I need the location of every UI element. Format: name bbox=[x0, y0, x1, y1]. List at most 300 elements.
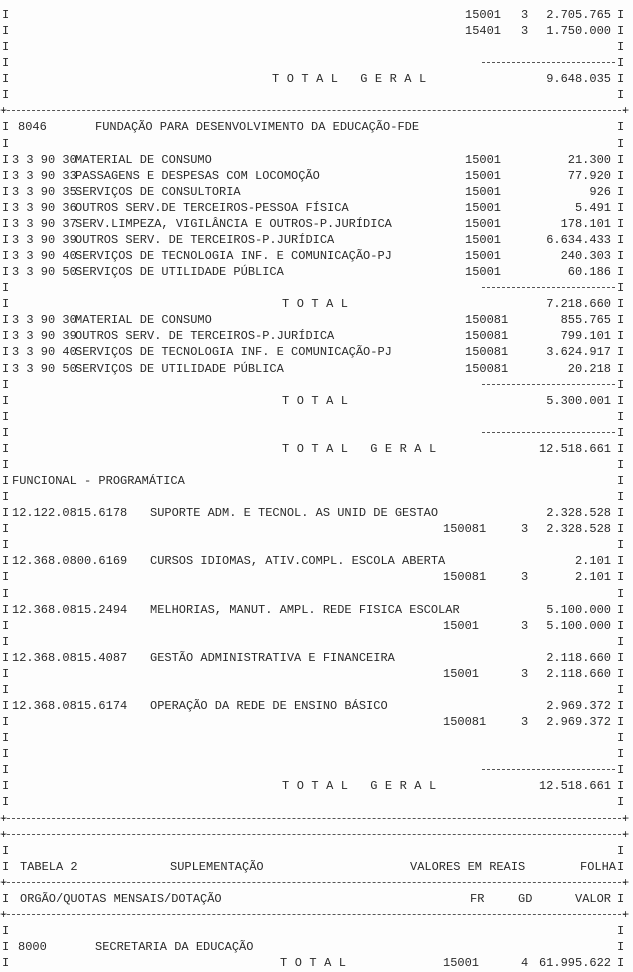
right-border-mark: I bbox=[617, 8, 625, 22]
expense-description: MATERIAL DE CONSUMO bbox=[75, 313, 212, 328]
document-row bbox=[0, 553, 633, 569]
right-border-mark: I bbox=[617, 554, 625, 569]
source-code: 15401 bbox=[465, 24, 502, 39]
amount: 2.969.372 bbox=[546, 715, 611, 730]
expense-group: 4 bbox=[521, 956, 529, 971]
source-code: 15001 bbox=[465, 184, 502, 199]
left-border-mark: I bbox=[2, 474, 10, 489]
left-border-mark: I bbox=[2, 602, 10, 617]
organ-name: SECRETARIA DA EDUCAÇÃO bbox=[95, 940, 254, 955]
document-row bbox=[0, 762, 633, 778]
right-border-mark: I bbox=[617, 859, 625, 874]
expense-group: 3 bbox=[521, 570, 529, 585]
left-border-mark: I bbox=[2, 393, 10, 408]
document-row bbox=[0, 152, 633, 168]
right-border-mark: I bbox=[617, 361, 625, 376]
left-border-mark: I bbox=[2, 409, 10, 424]
expense-description: OUTROS SERV. DE TERCEIROS-P.JURÍDICA bbox=[75, 329, 335, 344]
amount: 5.491 bbox=[574, 200, 611, 215]
right-border-mark: I bbox=[617, 409, 625, 424]
source-code: 15001 bbox=[443, 956, 480, 971]
left-border-mark: I bbox=[2, 747, 10, 762]
left-border-mark: I bbox=[2, 715, 10, 730]
source-code: 15001 bbox=[465, 200, 502, 215]
document-row bbox=[0, 682, 633, 698]
total-label: TOTAL bbox=[282, 297, 356, 312]
right-border-mark: I bbox=[617, 602, 625, 617]
expense-group: 3 bbox=[521, 715, 529, 730]
right-border-mark: I bbox=[617, 457, 625, 472]
left-border-mark: I bbox=[2, 152, 10, 167]
expense-description: SERVIÇOS DE TECNOLOGIA INF. E COMUNICAÇÃO-PJ bbox=[75, 345, 392, 360]
expense-group: 3 bbox=[521, 666, 529, 681]
right-border-mark: I bbox=[617, 345, 625, 360]
amount: 2.118.660 bbox=[546, 650, 611, 665]
table-type: SUPLEMENTAÇÃO bbox=[170, 859, 264, 874]
corner-mark: + bbox=[622, 875, 630, 890]
document-row bbox=[0, 457, 633, 473]
program-description: OPERAÇÃO DA REDE DE ENSINO BÁSICO bbox=[150, 699, 388, 713]
source-code: 15001 bbox=[465, 168, 502, 183]
total-amount: 5.300.001 bbox=[546, 393, 611, 408]
left-border-mark: I bbox=[2, 120, 10, 135]
right-border-mark: I bbox=[617, 779, 625, 794]
amount: 855.765 bbox=[560, 313, 611, 328]
separator-line bbox=[0, 811, 633, 827]
corner-mark: + bbox=[0, 811, 8, 826]
document-row bbox=[0, 569, 633, 585]
subtotal-rule bbox=[482, 432, 615, 433]
left-border-mark: I bbox=[2, 859, 10, 874]
left-border-mark: I bbox=[2, 570, 10, 585]
expense-description: SERVIÇOS DE UTILIDADE PÚBLICA bbox=[75, 361, 284, 376]
expense-group: 3 bbox=[521, 618, 529, 633]
separator-line bbox=[0, 103, 633, 119]
right-border-mark: I bbox=[617, 715, 625, 730]
document-row bbox=[0, 505, 633, 521]
right-border-mark: I bbox=[617, 265, 625, 280]
document-row bbox=[0, 377, 633, 393]
right-border-mark: I bbox=[617, 586, 625, 601]
document-row bbox=[0, 409, 633, 425]
amount: 2.328.528 bbox=[546, 522, 611, 537]
left-border-mark: I bbox=[2, 940, 10, 955]
right-border-mark: I bbox=[617, 891, 625, 906]
amount: 799.101 bbox=[560, 329, 611, 344]
document-row bbox=[0, 859, 633, 875]
left-border-mark: I bbox=[2, 554, 10, 569]
amount: 2.101 bbox=[574, 570, 611, 585]
right-border-mark: I bbox=[617, 377, 625, 392]
column-header-gd: GD bbox=[518, 891, 533, 906]
document-row bbox=[0, 71, 633, 87]
expense-code: 3 3 90 30 bbox=[12, 313, 77, 328]
left-border-mark: I bbox=[2, 923, 10, 938]
right-border-mark: I bbox=[617, 522, 625, 537]
subtotal-rule bbox=[482, 384, 615, 385]
document-row bbox=[0, 955, 633, 971]
divider-line bbox=[2, 818, 626, 819]
source-code: 150081 bbox=[465, 361, 509, 376]
total-label: TOTAL bbox=[282, 393, 356, 408]
left-border-mark: I bbox=[2, 779, 10, 794]
document-row bbox=[0, 393, 633, 409]
column-header-value: VALOR bbox=[575, 891, 612, 906]
right-border-mark: I bbox=[617, 184, 625, 199]
left-border-mark: I bbox=[2, 682, 10, 697]
document-row bbox=[0, 136, 633, 152]
source-code: 15001 bbox=[465, 216, 502, 231]
expense-code: 3 3 90 50 bbox=[12, 361, 77, 376]
left-border-mark: I bbox=[2, 795, 10, 810]
amount: 20.218 bbox=[567, 361, 611, 376]
source-code: 150081 bbox=[465, 345, 509, 360]
expense-group: 3 bbox=[521, 24, 529, 39]
left-border-mark: I bbox=[2, 168, 10, 183]
left-border-mark: I bbox=[2, 232, 10, 247]
subtotal-rule bbox=[482, 769, 615, 770]
left-border-mark: I bbox=[2, 249, 10, 264]
left-border-mark: I bbox=[2, 586, 10, 601]
document-row bbox=[0, 714, 633, 730]
amount: 2.705.765 bbox=[546, 8, 611, 22]
document-row bbox=[0, 634, 633, 650]
expense-description: SERVIÇOS DE TECNOLOGIA INF. E COMUNICAÇÃO-PJ bbox=[75, 249, 392, 264]
expense-code: 3 3 90 40 bbox=[12, 249, 77, 264]
source-code: 15001 bbox=[465, 265, 502, 280]
amount: 240.303 bbox=[560, 249, 611, 264]
amount: 1.750.000 bbox=[546, 24, 611, 39]
right-border-mark: I bbox=[617, 699, 625, 713]
document-row bbox=[0, 23, 633, 39]
amount: 2.118.660 bbox=[546, 666, 611, 681]
amount: 5.100.000 bbox=[546, 618, 611, 633]
source-code: 15001 bbox=[465, 152, 502, 167]
left-border-mark: I bbox=[2, 763, 10, 778]
amount: 2.969.372 bbox=[546, 699, 611, 713]
source-code: 15001 bbox=[465, 8, 502, 22]
right-border-mark: I bbox=[617, 249, 625, 264]
right-border-mark: I bbox=[617, 200, 625, 215]
right-border-mark: I bbox=[617, 634, 625, 649]
right-border-mark: I bbox=[617, 152, 625, 167]
corner-mark: + bbox=[622, 811, 630, 826]
left-border-mark: I bbox=[2, 265, 10, 280]
source-code: 150081 bbox=[443, 570, 487, 585]
amount: 60.186 bbox=[567, 265, 611, 280]
column-header-fr: FR bbox=[470, 891, 485, 906]
separator-line bbox=[0, 827, 633, 843]
program-description: MELHORIAS, MANUT. AMPL. REDE FISICA ESCOLAR bbox=[150, 602, 460, 617]
amount: 21.300 bbox=[567, 152, 611, 167]
document-row bbox=[0, 264, 633, 280]
left-border-mark: I bbox=[2, 457, 10, 472]
organ-name: FUNDAÇÃO PARA DESENVOLVIMENTO DA EDUCAÇÃO-FDE bbox=[95, 120, 420, 135]
source-code: 15001 bbox=[443, 618, 480, 633]
corner-mark: + bbox=[622, 907, 630, 922]
left-border-mark: I bbox=[2, 24, 10, 39]
document-row bbox=[0, 441, 633, 457]
left-border-mark: I bbox=[2, 843, 10, 858]
document-row bbox=[0, 296, 633, 312]
left-border-mark: I bbox=[2, 377, 10, 392]
expense-code: 3 3 90 35 bbox=[12, 184, 77, 199]
expense-description: OUTROS SERV.DE TERCEIROS-PESSOA FÍSICA bbox=[75, 200, 349, 215]
right-border-mark: I bbox=[617, 329, 625, 344]
divider-line bbox=[2, 110, 626, 111]
right-border-mark: I bbox=[617, 538, 625, 553]
total-amount: 12.518.661 bbox=[538, 441, 611, 456]
document-row bbox=[0, 602, 633, 618]
right-border-mark: I bbox=[617, 940, 625, 955]
left-border-mark: I bbox=[2, 297, 10, 312]
document-row bbox=[0, 168, 633, 184]
organ-code: 8000 bbox=[18, 940, 47, 955]
corner-mark: + bbox=[0, 104, 8, 119]
expense-code: 3 3 90 39 bbox=[12, 329, 77, 344]
total-label: TOTAL GERAL bbox=[282, 779, 444, 794]
expense-group: 3 bbox=[521, 8, 529, 22]
document-row bbox=[0, 248, 633, 264]
document-row bbox=[0, 891, 633, 907]
left-border-mark: I bbox=[2, 538, 10, 553]
right-border-mark: I bbox=[617, 763, 625, 778]
right-border-mark: I bbox=[617, 923, 625, 938]
left-border-mark: I bbox=[2, 699, 10, 713]
corner-mark: + bbox=[622, 827, 630, 842]
total-label: TOTAL bbox=[280, 956, 354, 971]
expense-code: 3 3 90 36 bbox=[12, 200, 77, 215]
expense-description: SERVIÇOS DE CONSULTORIA bbox=[75, 184, 241, 199]
currency-unit: VALORES EM REAIS bbox=[410, 859, 526, 874]
right-border-mark: I bbox=[617, 666, 625, 681]
corner-mark: + bbox=[0, 827, 8, 842]
program-description: GESTÃO ADMINISTRATIVA E FINANCEIRA bbox=[150, 650, 395, 665]
document-row bbox=[0, 794, 633, 810]
right-border-mark: I bbox=[617, 843, 625, 858]
source-code: 150081 bbox=[465, 313, 509, 328]
left-border-mark: I bbox=[2, 40, 10, 55]
expense-description: PASSAGENS E DESPESAS COM LOCOMOÇÃO bbox=[75, 168, 320, 183]
program-code: 12.368.0815.4087 bbox=[12, 650, 128, 665]
document-row bbox=[0, 923, 633, 939]
right-border-mark: I bbox=[617, 24, 625, 39]
left-border-mark: I bbox=[2, 441, 10, 456]
expense-code: 3 3 90 50 bbox=[12, 265, 77, 280]
expense-code: 3 3 90 37 bbox=[12, 216, 77, 231]
corner-mark: + bbox=[622, 104, 630, 119]
divider-line bbox=[2, 882, 626, 883]
right-border-mark: I bbox=[617, 88, 625, 103]
program-code: 12.368.0815.6174 bbox=[12, 699, 128, 713]
document-row bbox=[0, 650, 633, 666]
right-border-mark: I bbox=[617, 232, 625, 247]
total-amount: 61.995.622 bbox=[538, 956, 611, 971]
divider-line bbox=[2, 834, 626, 835]
source-code: 15001 bbox=[465, 249, 502, 264]
total-amount: 12.518.661 bbox=[538, 779, 611, 794]
expense-group: 3 bbox=[521, 522, 529, 537]
left-border-mark: I bbox=[2, 634, 10, 649]
right-border-mark: I bbox=[617, 216, 625, 231]
document-row bbox=[0, 184, 633, 200]
left-border-mark: I bbox=[2, 329, 10, 344]
document-row bbox=[0, 730, 633, 746]
document-row bbox=[0, 200, 633, 216]
right-border-mark: I bbox=[617, 393, 625, 408]
right-border-mark: I bbox=[617, 795, 625, 810]
right-border-mark: I bbox=[617, 72, 625, 87]
expense-description: SERV.LIMPEZA, VIGILÂNCIA E OUTROS-P.JURÍDICA bbox=[75, 216, 392, 231]
left-border-mark: I bbox=[2, 361, 10, 376]
document-row bbox=[0, 119, 633, 135]
document-row bbox=[0, 87, 633, 103]
document-row bbox=[0, 521, 633, 537]
left-border-mark: I bbox=[2, 490, 10, 505]
right-border-mark: I bbox=[617, 313, 625, 328]
source-code: 150081 bbox=[443, 522, 487, 537]
right-border-mark: I bbox=[617, 425, 625, 440]
right-border-mark: I bbox=[617, 56, 625, 71]
source-code: 15001 bbox=[465, 232, 502, 247]
left-border-mark: I bbox=[2, 8, 10, 22]
right-border-mark: I bbox=[617, 474, 625, 489]
document-row bbox=[0, 666, 633, 682]
right-border-mark: I bbox=[617, 441, 625, 456]
left-border-mark: I bbox=[2, 216, 10, 231]
right-border-mark: I bbox=[617, 40, 625, 55]
corner-mark: + bbox=[0, 907, 8, 922]
left-border-mark: I bbox=[2, 313, 10, 328]
right-border-mark: I bbox=[617, 120, 625, 135]
program-code: 12.368.0815.2494 bbox=[12, 602, 128, 617]
right-border-mark: I bbox=[617, 650, 625, 665]
document-row bbox=[0, 473, 633, 489]
left-border-mark: I bbox=[2, 731, 10, 746]
document-row bbox=[0, 746, 633, 762]
program-description: CURSOS IDIOMAS, ATIV.COMPL. ESCOLA ABERTA bbox=[150, 554, 446, 569]
source-code: 15001 bbox=[443, 666, 480, 681]
program-code: 12.368.0800.6169 bbox=[12, 554, 128, 569]
program-code: 12.122.0815.6178 bbox=[12, 506, 128, 521]
left-border-mark: I bbox=[2, 56, 10, 71]
amount: 3.624.917 bbox=[546, 345, 611, 360]
left-border-mark: I bbox=[2, 506, 10, 521]
divider-line bbox=[2, 914, 626, 915]
right-border-mark: I bbox=[617, 747, 625, 762]
right-border-mark: I bbox=[617, 136, 625, 151]
total-amount: 9.648.035 bbox=[546, 72, 611, 87]
document-row bbox=[0, 618, 633, 634]
left-border-mark: I bbox=[2, 345, 10, 360]
source-code: 150081 bbox=[443, 715, 487, 730]
expense-code: 3 3 90 40 bbox=[12, 345, 77, 360]
document-row bbox=[0, 344, 633, 360]
expense-code: 3 3 90 39 bbox=[12, 232, 77, 247]
document-row bbox=[0, 537, 633, 553]
amount: 178.101 bbox=[560, 216, 611, 231]
document-row bbox=[0, 361, 633, 377]
amount: 6.634.433 bbox=[546, 232, 611, 247]
amount: 2.328.528 bbox=[546, 506, 611, 521]
document-row bbox=[0, 328, 633, 344]
document-row bbox=[0, 280, 633, 296]
document-row bbox=[0, 312, 633, 328]
right-border-mark: I bbox=[617, 570, 625, 585]
source-code: 150081 bbox=[465, 329, 509, 344]
separator-line bbox=[0, 907, 633, 923]
left-border-mark: I bbox=[2, 200, 10, 215]
table-number: TABELA 2 bbox=[20, 859, 78, 874]
right-border-mark: I bbox=[617, 168, 625, 183]
document-row bbox=[0, 698, 633, 714]
amount: 926 bbox=[589, 184, 611, 199]
expense-code: 3 3 90 33 bbox=[12, 168, 77, 183]
right-border-mark: I bbox=[617, 956, 625, 971]
total-label: TOTAL GERAL bbox=[282, 441, 444, 456]
document-row bbox=[0, 489, 633, 505]
left-border-mark: I bbox=[2, 425, 10, 440]
left-border-mark: I bbox=[2, 618, 10, 633]
right-border-mark: I bbox=[617, 731, 625, 746]
separator-line bbox=[0, 875, 633, 891]
sheet-label: FOLHA bbox=[580, 859, 617, 874]
right-border-mark: I bbox=[617, 281, 625, 296]
document-row bbox=[0, 55, 633, 71]
left-border-mark: I bbox=[2, 88, 10, 103]
left-border-mark: I bbox=[2, 281, 10, 296]
document-row bbox=[0, 586, 633, 602]
expense-code: 3 3 90 30 bbox=[12, 152, 77, 167]
section-heading: FUNCIONAL - PROGRAMÁTICA bbox=[12, 474, 185, 489]
document-row bbox=[0, 7, 633, 23]
left-border-mark: I bbox=[2, 891, 10, 906]
document-row bbox=[0, 232, 633, 248]
amount: 5.100.000 bbox=[546, 602, 611, 617]
left-border-mark: I bbox=[2, 956, 10, 971]
document-row bbox=[0, 39, 633, 55]
left-border-mark: I bbox=[2, 72, 10, 87]
left-border-mark: I bbox=[2, 136, 10, 151]
left-border-mark: I bbox=[2, 522, 10, 537]
subtotal-rule bbox=[482, 62, 615, 63]
left-border-mark: I bbox=[2, 184, 10, 199]
right-border-mark: I bbox=[617, 297, 625, 312]
expense-description: MATERIAL DE CONSUMO bbox=[75, 152, 212, 167]
expense-description: SERVIÇOS DE UTILIDADE PÚBLICA bbox=[75, 265, 284, 280]
right-border-mark: I bbox=[617, 618, 625, 633]
column-header-organ: ORGÃO/QUOTAS MENSAIS/DOTAÇÃO bbox=[20, 891, 222, 906]
document-row bbox=[0, 843, 633, 859]
right-border-mark: I bbox=[617, 490, 625, 505]
left-border-mark: I bbox=[2, 650, 10, 665]
right-border-mark: I bbox=[617, 506, 625, 521]
organ-code: 8046 bbox=[18, 120, 47, 135]
total-amount: 7.218.660 bbox=[546, 297, 611, 312]
subtotal-rule bbox=[482, 287, 615, 288]
right-border-mark: I bbox=[617, 682, 625, 697]
expense-description: OUTROS SERV. DE TERCEIROS-P.JURÍDICA bbox=[75, 232, 335, 247]
document-row bbox=[0, 216, 633, 232]
corner-mark: + bbox=[0, 875, 8, 890]
document-row bbox=[0, 939, 633, 955]
amount: 77.920 bbox=[567, 168, 611, 183]
left-border-mark: I bbox=[2, 666, 10, 681]
total-label: TOTAL GERAL bbox=[272, 72, 434, 87]
amount: 2.101 bbox=[574, 554, 611, 569]
program-description: SUPORTE ADM. E TECNOL. AS UNID DE GESTAO bbox=[150, 506, 439, 521]
document-row bbox=[0, 425, 633, 441]
